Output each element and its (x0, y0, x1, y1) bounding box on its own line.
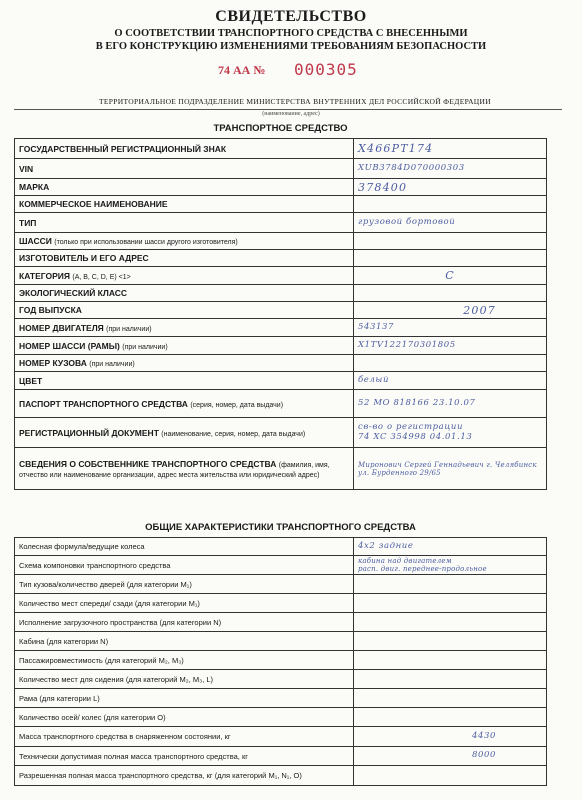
characteristic-row (15, 556, 547, 575)
characteristic-value (354, 651, 547, 670)
characteristic-row (15, 651, 547, 670)
characteristic-label: Рама (для категории L) (15, 689, 354, 708)
vehicle-row-value (354, 285, 547, 302)
field-note: (наименование, серия, номер, дата выдачи) (161, 430, 306, 438)
vehicle-row-label (15, 448, 354, 490)
vehicle-row-value: белый (354, 372, 547, 390)
characteristic-row (15, 594, 547, 613)
document-number: 000305 (294, 60, 358, 79)
vehicle-row-label (15, 159, 354, 179)
characteristic-label: Колесная формула/ведущие колеса (15, 538, 354, 556)
characteristic-value (354, 575, 547, 594)
field-label: МАРКА (19, 182, 50, 192)
vehicle-section-title: ТРАНСПОРТНОЕ СРЕДСТВО (213, 123, 348, 134)
vehicle-row-label (15, 418, 354, 448)
characteristic-value (354, 613, 547, 632)
characteristic-row (15, 632, 547, 651)
characteristic-row (15, 575, 547, 594)
vehicle-row-value: C (354, 267, 547, 285)
field-label: КАТЕГОРИЯ (19, 270, 70, 281)
characteristic-value (354, 594, 547, 613)
vehicle-row (15, 196, 547, 213)
vehicle-row-label (15, 250, 354, 267)
vehicle-row (15, 267, 547, 285)
vehicle-row (15, 337, 547, 355)
field-note: (при наличии) (89, 361, 135, 368)
vehicle-row (15, 390, 547, 418)
field-label: ШАССИ (19, 236, 52, 246)
vehicle-row (15, 372, 547, 390)
vehicle-row-label (15, 139, 354, 159)
field-note: (A, B, C, D, E) <1> (72, 273, 131, 281)
field-label: ПАСПОРТ ТРАНСПОРТНОГО СРЕДСТВА (19, 398, 188, 409)
vehicle-row-label (15, 372, 354, 390)
field-label: НОМЕР ДВИГАТЕЛЯ (19, 322, 104, 333)
field-label: НОМЕР КУЗОВА (19, 358, 87, 368)
vehicle-row-label (15, 355, 354, 372)
field-label: РЕГИСТРАЦИОННЫЙ ДОКУМЕНТ (19, 427, 159, 438)
vehicle-row-value: Х466РТ174 (354, 139, 547, 159)
field-label: ТИП (19, 217, 37, 228)
field-label: ГОСУДАРСТВЕННЫЙ РЕГИСТРАЦИОННЫЙ ЗНАК (19, 143, 227, 154)
characteristics-table (14, 537, 547, 786)
field-note: (при наличии) (122, 343, 168, 351)
authority-caption: (наименование, адрес) (262, 111, 320, 117)
field-label: ЦВЕТ (19, 375, 43, 386)
characteristic-label: Разрешенная полная масса транспортного средства, кг (для категорий M₁, N₁, O) (15, 766, 354, 786)
characteristic-label: Тип кузова/количество дверей (для категории M₁) (15, 575, 354, 594)
vehicle-row (15, 179, 547, 196)
vehicle-row (15, 250, 547, 267)
characteristic-row (15, 670, 547, 689)
vehicle-row-label (15, 179, 354, 196)
vehicle-row-label (15, 319, 354, 337)
vehicle-row-value: 378400 (354, 179, 547, 196)
document-series: 74 АА № (218, 63, 266, 77)
characteristic-row (15, 747, 547, 766)
vehicle-row-value (354, 233, 547, 250)
vehicle-row-value: Миронович Сергей Геннадьевич г. Челябинск ул. Бурденного 29/65 (354, 448, 547, 490)
characteristic-row (15, 727, 547, 747)
vehicle-row (15, 319, 547, 337)
vehicle-row (15, 302, 547, 319)
characteristic-label: Количество осей/ колес (для категории O) (15, 708, 354, 727)
characteristic-label: Технически допустимая полная масса транспортного средства, кг (15, 747, 354, 766)
field-label: ИЗГОТОВИТЕЛЬ И ЕГО АДРЕС (19, 253, 149, 263)
authority-underline (14, 109, 562, 110)
vehicle-row-value: 52 МО 818166 23.10.07 (354, 390, 547, 418)
characteristic-label: Масса транспортного средства в снаряженном состоянии, кг (15, 727, 354, 747)
field-note: (фамилия, имя, отчество или наименование организации, адрес места жительства или юридический адрес) (19, 461, 330, 479)
vehicle-row (15, 418, 547, 448)
field-label: ГОД ВЫПУСКА (19, 305, 82, 315)
field-label: СВЕДЕНИЯ О СОБСТВЕННИКЕ ТРАНСПОРТНОГО СРЕДСТВА (19, 458, 277, 469)
vehicle-row-value: ХUВ3784D070000303 (354, 159, 547, 179)
characteristic-label: Исполнение загрузочного пространства (для категории N) (15, 613, 354, 632)
characteristic-label: Количество мест спереди/ сзади (для категории M₁) (15, 594, 354, 613)
field-label: КОММЕРЧЕСКОЕ НАИМЕНОВАНИЕ (19, 199, 168, 209)
field-note: (при наличии) (106, 325, 152, 333)
subtitle-line-2: В ЕГО КОНСТРУКЦИЮ ИЗМЕНЕНИЯМИ ТРЕБОВАНИЯМ БЕЗОПАСНОСТИ (95, 41, 487, 52)
vehicle-row-label (15, 267, 354, 285)
characteristic-label: Пассажировместимость (для категорий M₂, M₃) (15, 651, 354, 670)
characteristics-section-title: ОБЩИЕ ХАРАКТЕРИСТИКИ ТРАНСПОРТНОГО СРЕДСТВА (145, 522, 416, 533)
vehicle-row (15, 285, 547, 302)
characteristic-value (354, 766, 547, 786)
vehicle-row (15, 159, 547, 179)
vehicle-row-value: св-во о регистрации 74 ХС 354998 04.01.13 (354, 418, 547, 448)
field-label: НОМЕР ШАССИ (РАМЫ) (19, 340, 120, 351)
document-subtitle (40, 27, 542, 53)
characteristic-value (354, 689, 547, 708)
vehicle-row-value: Х1ТV122170301805 (354, 337, 547, 355)
characteristic-label: Количество мест для сидения (для категорий M₂, M₃, L) (15, 670, 354, 689)
vehicle-row-label (15, 302, 354, 319)
vehicle-row-value (354, 250, 547, 267)
vehicle-row-value: 543137 (354, 319, 547, 337)
characteristic-value: кабина над двигателем расп. двиг. переднее-продольное (354, 556, 547, 575)
vehicle-row (15, 355, 547, 372)
characteristic-label: Схема компоновки транспортного средства (15, 556, 354, 575)
characteristic-value: 4430 (354, 727, 547, 747)
field-note: (только при использовании шасси другого изготовителя) (54, 239, 238, 246)
vehicle-row (15, 233, 547, 250)
vehicle-table (14, 138, 547, 490)
characteristic-row (15, 689, 547, 708)
vehicle-row-label (15, 390, 354, 418)
characteristic-row (15, 766, 547, 786)
vehicle-row-value: грузовой бортовой (354, 213, 547, 233)
vehicle-row-value (354, 196, 547, 213)
characteristic-label: Кабина (для категории N) (15, 632, 354, 651)
characteristic-value: 8000 (354, 747, 547, 766)
characteristic-value (354, 670, 547, 689)
characteristic-value (354, 708, 547, 727)
characteristic-row (15, 613, 547, 632)
field-note: (серия, номер, дата выдачи) (190, 401, 284, 409)
vehicle-row-label (15, 196, 354, 213)
characteristic-value (354, 632, 547, 651)
vehicle-row-value (354, 355, 547, 372)
vehicle-row-label (15, 337, 354, 355)
vehicle-row-label (15, 213, 354, 233)
field-label: VIN (19, 163, 34, 174)
vehicle-row (15, 139, 547, 159)
issuing-authority: ТЕРРИТОРИАЛЬНОЕ ПОДРАЗДЕЛЕНИЕ МИНИСТЕРСТВА ВНУТРЕННИХ ДЕЛ РОССИЙСКОЙ ФЕДЕРАЦИИ (99, 97, 491, 106)
subtitle-line-1: О СООТВЕТСТВИИ ТРАНСПОРТНОГО СРЕДСТВА С ВНЕСЕННЫМИ (114, 28, 468, 39)
vehicle-row-value: 2007 (354, 302, 547, 319)
vehicle-row-label (15, 285, 354, 302)
vehicle-row (15, 213, 547, 233)
characteristic-value: 4х2 задние (354, 538, 547, 556)
vehicle-row-label (15, 233, 354, 250)
field-label: ЭКОЛОГИЧЕСКИЙ КЛАСС (19, 288, 128, 298)
characteristic-row (15, 708, 547, 727)
characteristic-row (15, 538, 547, 556)
vehicle-row (15, 448, 547, 490)
document-title: СВИДЕТЕЛЬСТВО (215, 8, 367, 25)
